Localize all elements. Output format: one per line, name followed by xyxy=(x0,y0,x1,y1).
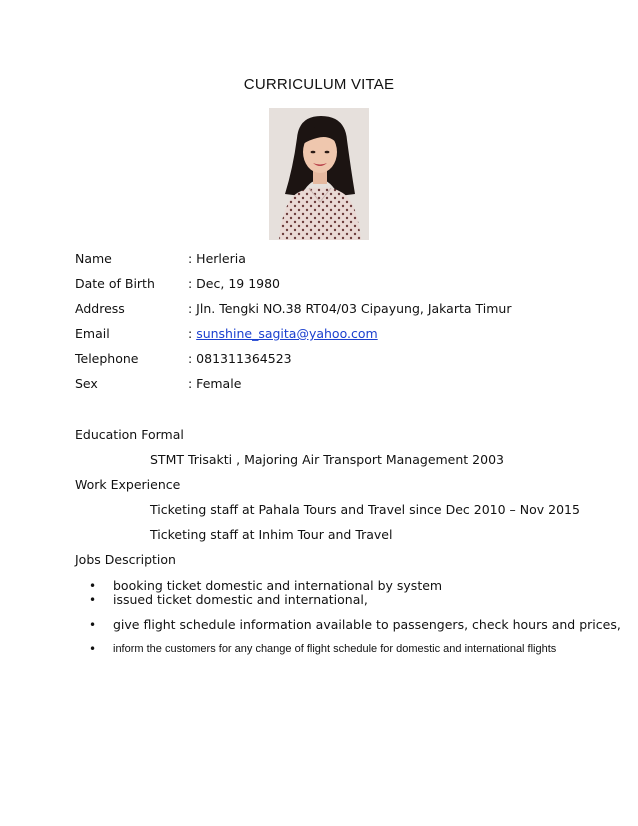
profile-photo xyxy=(269,108,369,240)
info-label: Name xyxy=(75,251,112,266)
education-heading: Education Formal xyxy=(75,427,184,442)
list-item-text: booking ticket domestic and international by system xyxy=(113,578,443,593)
bullet-icon: • xyxy=(89,618,97,632)
info-label: Telephone xyxy=(75,351,139,366)
info-label: Sex xyxy=(75,376,98,391)
work-entry: Ticketing staff at Pahala Tours and Travel since Dec 2010 – Nov 2015 xyxy=(150,502,580,517)
info-value: : Jln. Tengki NO.38 RT04/03 Cipayung, Jakarta Timur xyxy=(188,301,512,316)
info-value xyxy=(188,325,378,343)
email-link[interactable]: sunshine_sagita@yahoo.com xyxy=(196,326,378,341)
education-entry: STMT Trisakti , Majoring Air Transport Management 2003 xyxy=(150,452,504,467)
list-item-text: give flight schedule information available to passengers, check hours and prices, xyxy=(113,617,621,632)
work-entry: Ticketing staff at Inhim Tour and Travel xyxy=(150,527,393,542)
work-heading: Work Experience xyxy=(75,477,181,492)
email-prefix: : xyxy=(188,326,197,341)
list-item-text: issued ticket domestic and international, xyxy=(113,592,368,607)
info-label: Date of Birth xyxy=(75,276,155,291)
bullet-icon: • xyxy=(89,642,97,656)
info-value: : Herleria xyxy=(188,251,246,266)
info-value: : Female xyxy=(188,376,242,391)
document-title: CURRICULUM VITAE xyxy=(243,76,395,93)
list-item-text: inform the customers for any change of flight schedule for domestic and international flights xyxy=(113,643,557,655)
info-label: Email xyxy=(75,326,110,341)
portrait-illustration xyxy=(269,108,369,240)
info-value: : 081311364523 xyxy=(188,351,292,366)
bullet-icon: • xyxy=(89,579,97,593)
bullet-icon: • xyxy=(89,593,97,607)
jobs-heading: Jobs Description xyxy=(75,552,176,567)
info-value: : Dec, 19 1980 xyxy=(188,276,281,291)
info-label: Address xyxy=(75,301,125,316)
